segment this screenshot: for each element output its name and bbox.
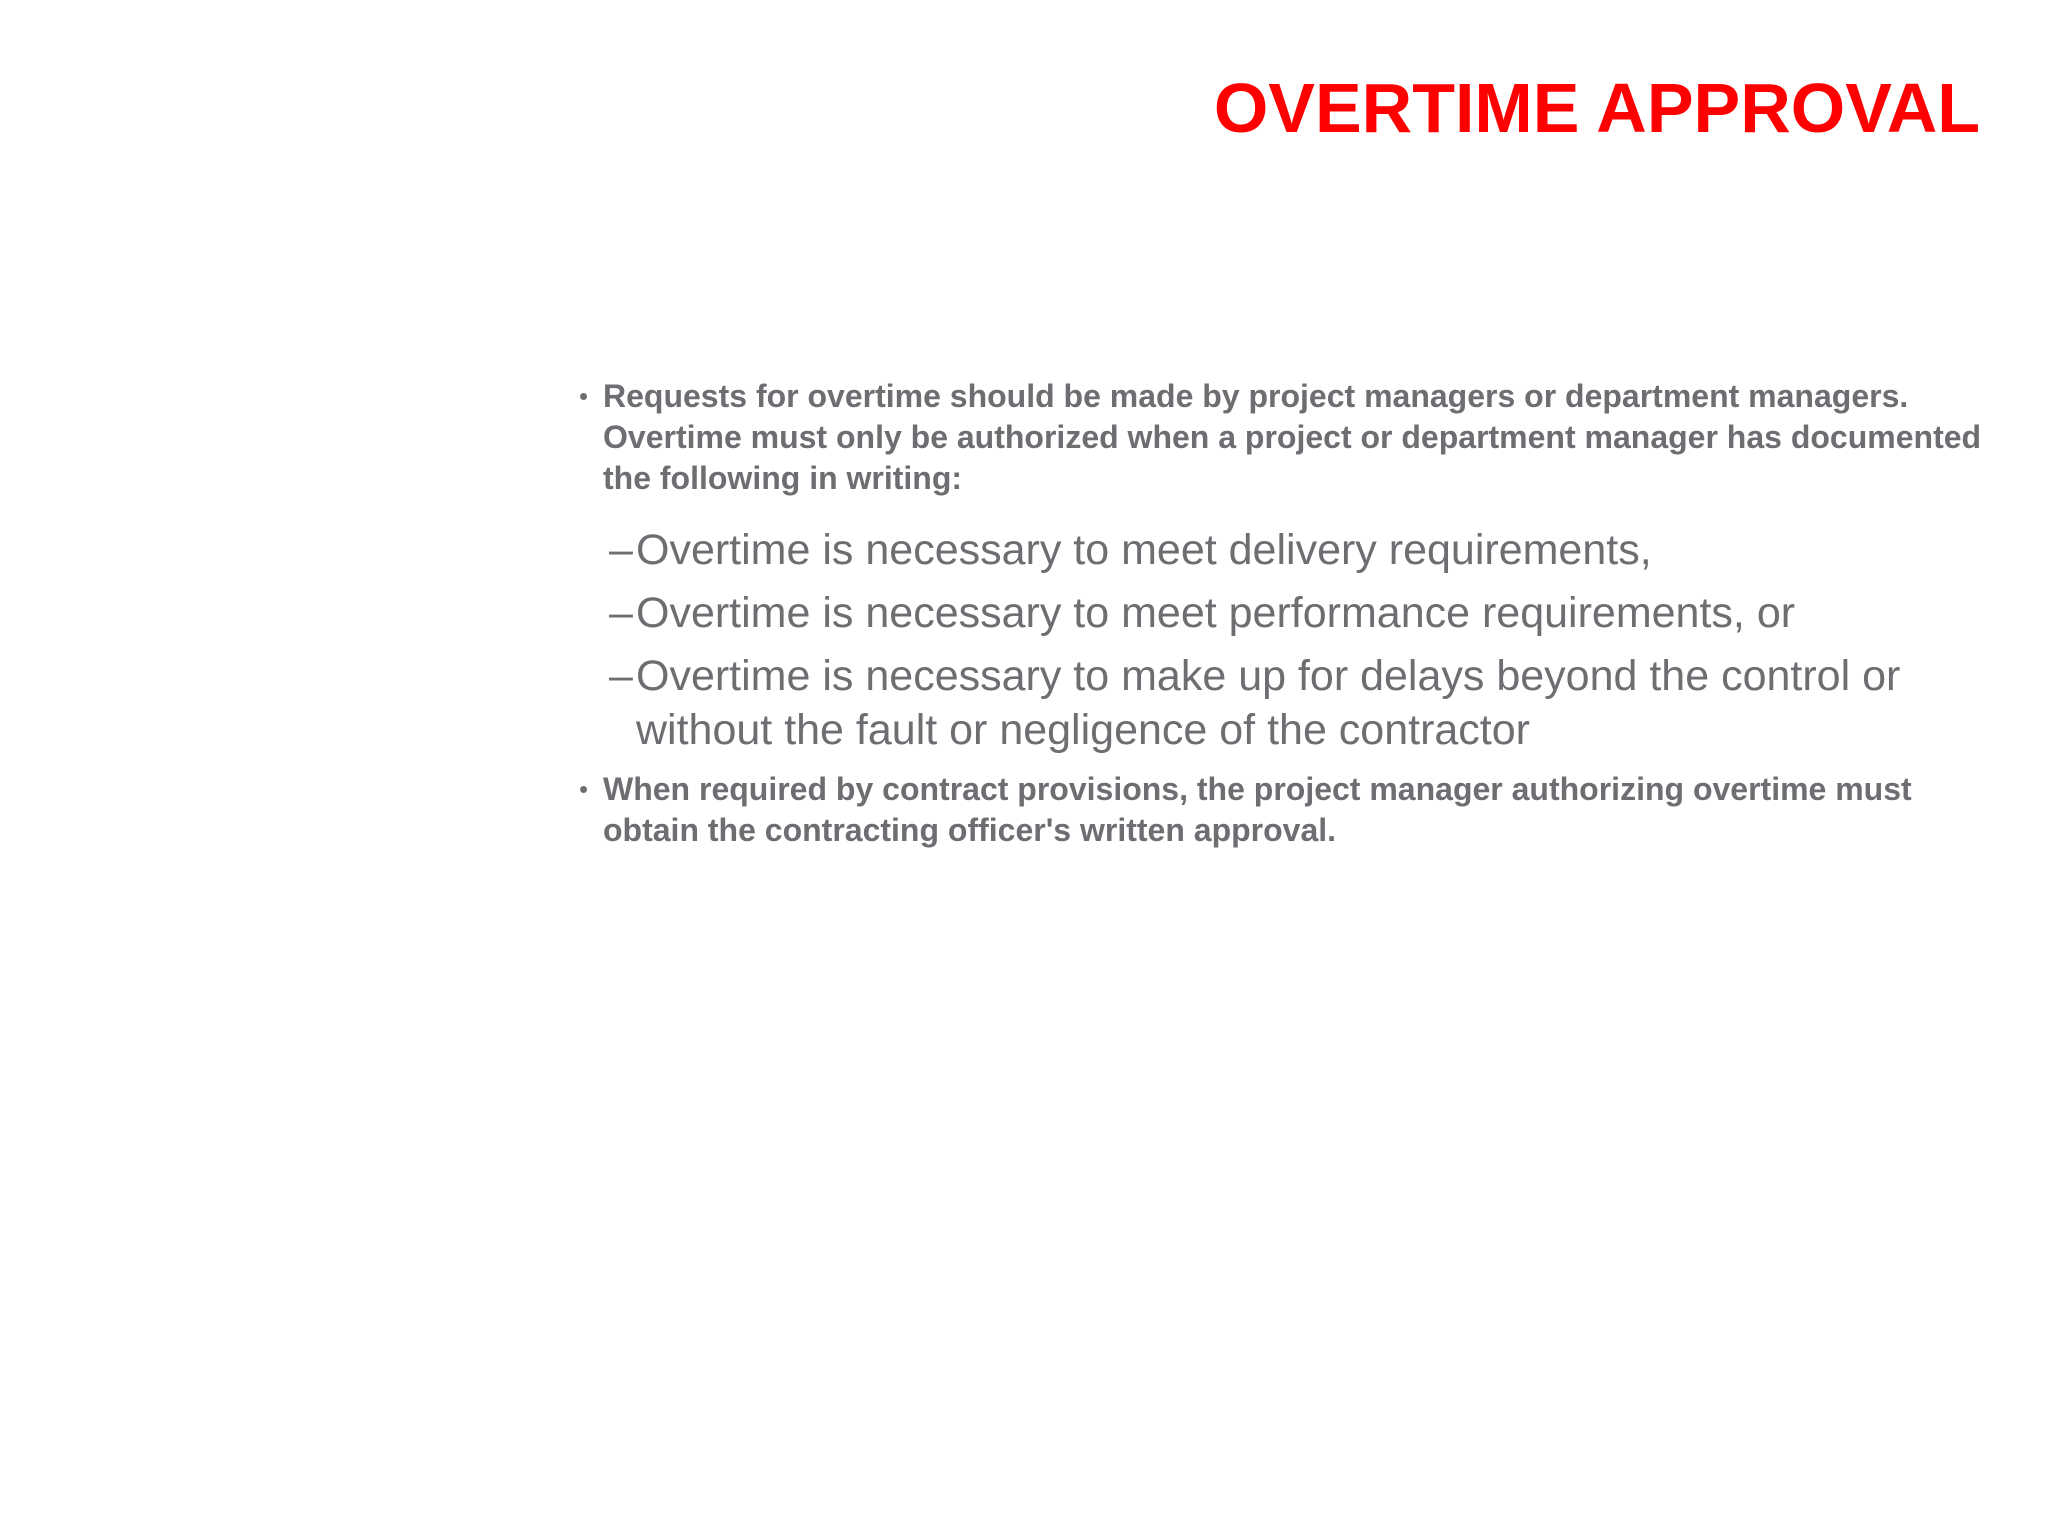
dash-icon: – bbox=[609, 589, 633, 637]
bullet-item bbox=[576, 769, 1996, 851]
bullet-item bbox=[576, 376, 1996, 499]
sub-item bbox=[576, 523, 1996, 577]
bullet-text: When required by contract provisions, the project manager authorizing overtime must obtain the contracting officer's written approval. bbox=[603, 771, 1912, 848]
sub-item-text: Overtime is necessary to make up for delays beyond the control or without the fault or negligence of the contractor bbox=[636, 652, 1901, 754]
sub-item-text: Overtime is necessary to meet performance requirements, or bbox=[636, 589, 1796, 637]
bullet-icon: • bbox=[579, 774, 589, 804]
sub-item-text: Overtime is necessary to meet delivery requirements, bbox=[636, 526, 1652, 574]
dash-icon: – bbox=[609, 652, 633, 700]
slide-content bbox=[576, 376, 1996, 851]
sub-item bbox=[576, 586, 1996, 640]
dash-icon: – bbox=[609, 526, 633, 574]
bullet-text: Requests for overtime should be made by project managers or department managers. Overtime must only be authorized when a project or department manager has documented the following in writing: bbox=[603, 378, 1982, 496]
sub-item bbox=[576, 649, 1996, 757]
sub-list bbox=[576, 523, 1996, 757]
bullet-icon: • bbox=[579, 381, 589, 411]
slide-title: OVERTIME APPROVAL bbox=[1213, 69, 1980, 147]
